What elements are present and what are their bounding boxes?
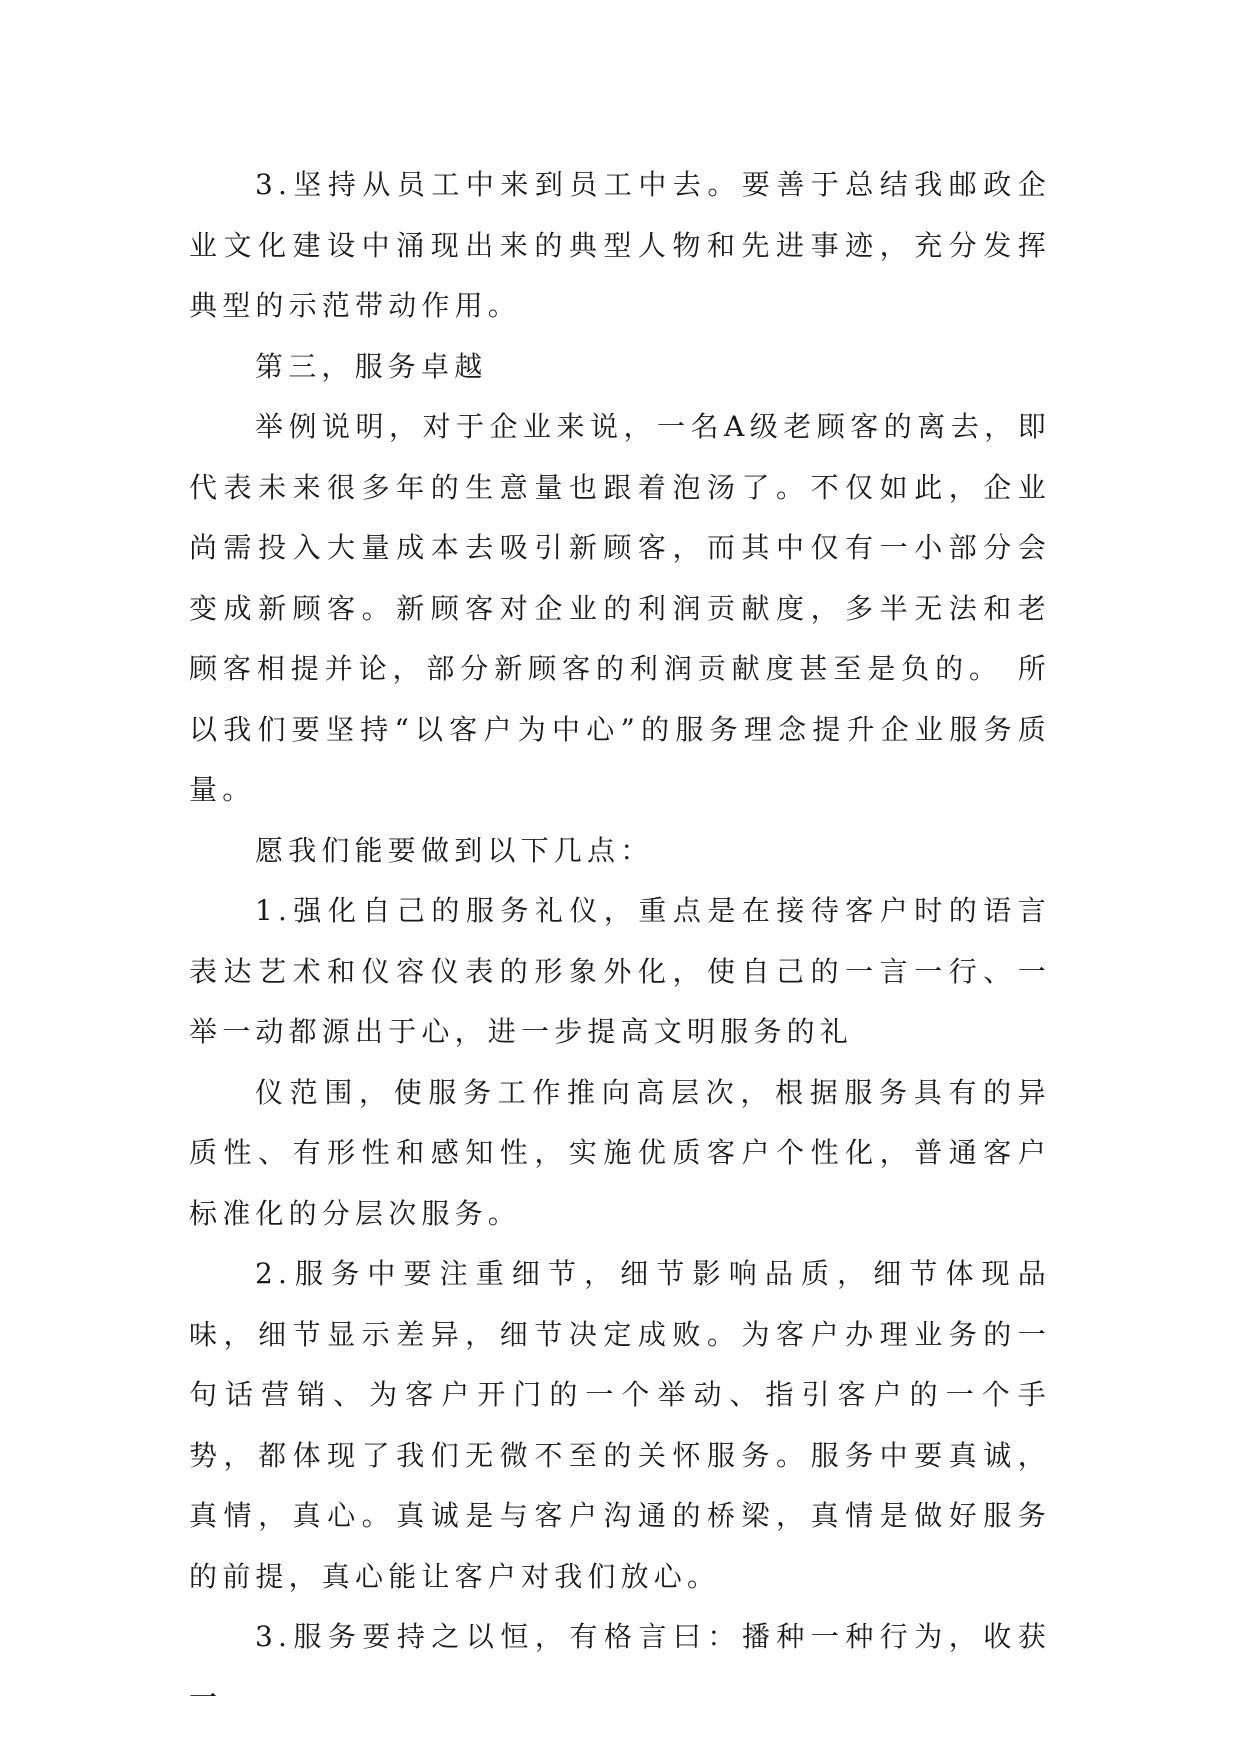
paragraph-principle-3: 3.坚持从员工中来到员工中去。要善于总结我邮政企业文化建设中涌现出来的典型人物和先进事迹，充分发挥典型的示范带动作用。 xyxy=(189,168,1051,322)
paragraph-point-3: 3.服务要持之以恒，有格言曰：播种一种行为，收获一 xyxy=(189,1620,1051,1714)
paragraph-point-1-continued: 仪范围，使服务工作推向高层次，根据服务具有的异质性、有形性和感知性，实施优质客户个性化，普通客户标准化的分层次服务。 xyxy=(189,1075,1051,1230)
paragraph-intro-points: 愿我们能要做到以下几点： xyxy=(255,833,654,867)
section-heading-service-excellence: 第三，服务卓越 xyxy=(255,349,488,383)
paragraph-example: 举例说明，对于企业来说，一名A级老顾客的离去，即代表未来很多年的生意量也跟着泡汤了。不仅如此，企业尚需投入大量成本去吸引新顾客，而其中仅有一小部分会变成新顾客。新顾客对企业的利润贡献度，多半无法和老顾客相提并论，部分新顾客的利润贡献度甚至是负的。 所以我们要坚持“以客户为中心”的服务理念提升企业服务质量。 xyxy=(189,410,1051,806)
paragraph-point-2: 2.服务中要注重细节，细节影响品质，细节体现品味，细节显示差异，细节决定成败。为客户办理业务的一句话营销、为客户开门的一个举动、指引客户的一个手势，都体现了我们无微不至的关怀服务。服务中要真诚，真情，真心。真诚是与客户沟通的桥梁，真情是做好服务的前提，真心能让客户对我们放心。 xyxy=(189,1257,1051,1593)
document-body xyxy=(189,155,1051,1728)
paragraph-point-1: 1.强化自己的服务礼仪，重点是在接待客户时的语言表达艺术和仪容仪表的形象外化，使自己的一言一行、一举一动都源出于心，进一步提高文明服务的礼 xyxy=(189,894,1051,1048)
